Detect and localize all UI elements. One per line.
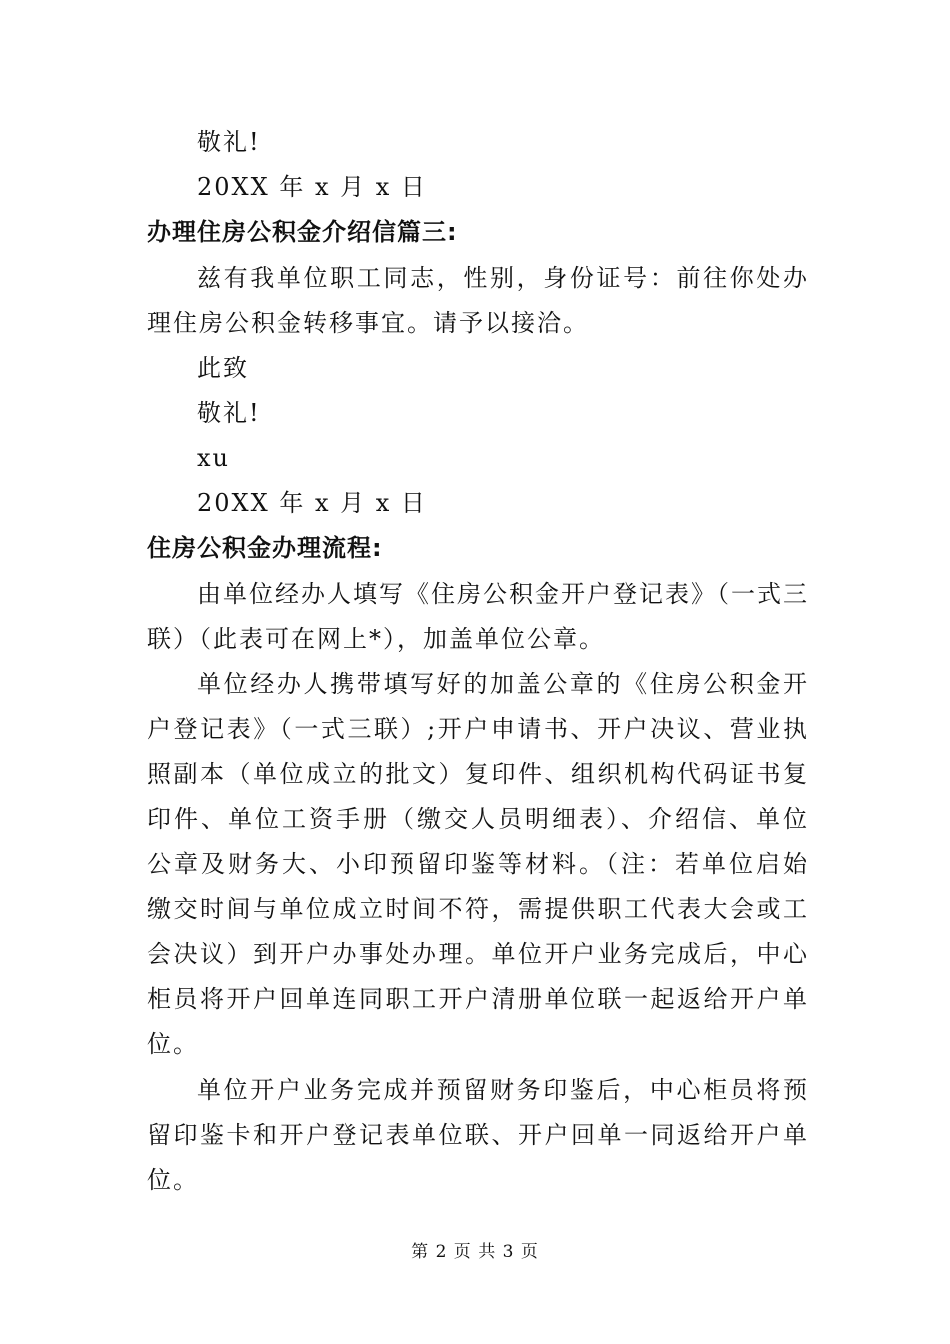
section-heading-letter-3: 办理住房公积金介绍信篇三: [147,218,458,246]
page-footer: 第 2 页 共 3 页 [411,1242,539,1262]
section-heading-process: 住房公积金办理流程: [147,534,383,562]
letter-date: 20XX 年 x 月 x 日 [197,173,427,201]
letter-salutation: 此致 [197,354,249,382]
letter-signer: xu [197,444,230,472]
process-paragraph-2: 单位经办人携带填写好的加盖公章的《住房公积金开户登记表》（一式三联）;开户申请书、开户决议、营业执照副本（单位成立的批文）复印件、组织机构代码证书复印件、单位工资手册（缴交人员明细表）、介绍信、单位公章及财务大、小印预留印鉴等材料。（注：若单位启始缴交时间与单位成立时间不符，需提供职工代表大会或工会决议）到开户办事处办理。单位开户业务完成后，中心柜员将开户回单连同职工开户清册单位联一起返给开户单位。 [147,670,809,1058]
process-paragraph-1: 由单位经办人填写《住房公积金开户登记表》（一式三联）（此表可在网上*），加盖单位公章。 [147,580,809,653]
letter-body: 兹有我单位职工同志，性别，身份证号：前往你处办理住房公积金转移事宜。请予以接洽。 [147,264,809,337]
process-paragraph-3: 单位开户业务完成并预留财务印鉴后，中心柜员将预留印鉴卡和开户登记表单位联、开户回单一同返给开户单位。 [147,1076,809,1194]
closing-greeting: 敬礼! [197,128,261,156]
closing-greeting: 敬礼! [197,399,261,427]
letter-date: 20XX 年 x 月 x 日 [197,489,427,517]
